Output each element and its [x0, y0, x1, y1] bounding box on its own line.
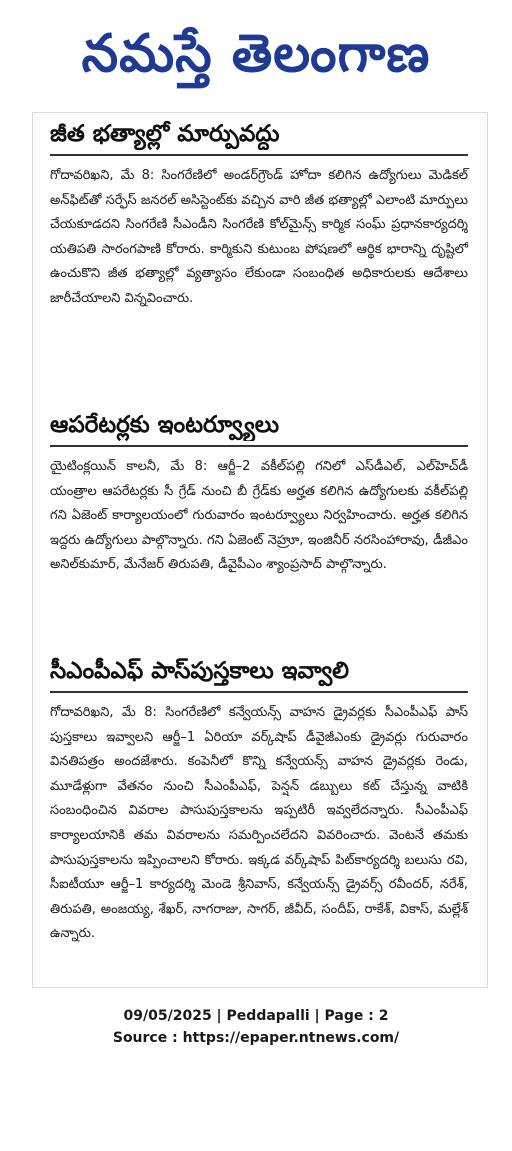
article-3-headline: సీఎంపీఎఫ్ పాస్‌పుస్తకాలు ఇవ్వాలి [50, 658, 350, 684]
masthead [0, 0, 512, 108]
newspaper-logo: నమస్తే తెలంగాణ [81, 24, 431, 84]
article-3 [50, 655, 468, 947]
headline-divider [50, 691, 468, 693]
article-3-body: గోదావరిఖని, మే 8: సింగరేణిలో కన్వేయన్స్ వాహన డ్రైవర్లకు సీఎంపీఎఫ్ పాస్ పుస్తకాలు ఇవ్వాలని ఆర్జీ–1 ఏరియా వర్క్‌షాప్ డీవైజీఎంకు డ్రైవర్లు గురువారం వినతిపత్రం అందజేశారు. కంపెనీలో కొన్ని కన్వేయన్స్ వాహన డ్రైవర్లకు రెండు, మూడేళ్లుగా వేతనం నుంచి సీఎంపీఎఫ్, పెన్షన్ డబ్బులు కట్ చేస్తున్న వాటికి సంబంధించిన వివరాల పాసుపుస్తకాలను ఇప్పటిరీ ఇవ్వలేదన్నారు. సీఎంపీఎఫ్ కార్యాలయానికి తమ వివరాలను సమర్పించలేదని వివరించారు. వెంటనే తమకు పాసుపుస్తకాలను ఇప్పించాలని కోరారు. ఇక్కడ వర్క్‌షాప్ పిట్‌కార్యదర్శి బలుసు రవి, సీఐటీయూ ఆర్జీ–1 కార్యదర్శి మెండె శ్రీనివాస్, కన్వేయన్స్ డ్రైవర్స్ రవీందర్, నరేశ్, తిరుపతి, అంజయ్య, శేఖర్, నాగరాజు, సాగర్, జీవీద్, సందీప్, రాకేశ్, వికాస్, మల్లేశ్ ఉన్నారు. [50, 705, 468, 942]
headline-divider [50, 154, 468, 156]
footer-date-line: 09/05/2025 | Peddapalli | Page : 2 [123, 1008, 389, 1024]
article-1-headline: జీత భత్యాల్లో మార్పువద్దు [50, 121, 280, 147]
article-2 [50, 409, 468, 578]
article-1 [50, 118, 468, 312]
article-2-headline: ఆపరేటర్లకు ఇంటర్వ్యూలు [50, 412, 280, 438]
article-2-body: యైటింక్లయిన్ కాలనీ, మే 8: ఆర్జీ–2 వకీల్‌పల్లి గనిలో ఎస్‌డీఎల్, ఎల్‌హెచ్‌డీ యంత్రాల ఆపరేటర్లకు సీ గ్రేడ్ నుంచి బీ గ్రేడ్‌కు అర్హత కలిగిన ఉద్యోగులకు వకీల్‌పల్లి గని ఏజెంట్ కార్యాలయంలో గురువారం ఇంటర్వ్యూలు నిర్వహించారు. అర్హత కలిగిన ఇద్దరు ఉద్యోగులు పాల్గొన్నారు. గని ఏజెంట్ నెహ్రూ, ఇంజినీర్ నరసింహారావు, డీజీఎం అనిల్‌కుమార్, మేనేజర్ తిరుపతి, డీవైపీఎం శ్యాంప్రసాద్ పాల్గొన్నారు. [50, 459, 468, 573]
headline-divider [50, 445, 468, 447]
footer-source-line: Source : https://epaper.ntnews.com/ [112, 1030, 400, 1046]
article-1-body: గోదావరిఖని, మే 8: సింగరేణిలో అండర్‌గ్రౌండ్ హోదా కలిగిన ఉద్యోగులు మెడికల్ అన్‌ఫిట్‌తో సర్ఫేస్ జనరల్ అసిస్టెంట్‌కు వచ్చిన వారి జీత భత్యాల్లో ఎలాంటి మార్పులు చేయకూడదని సింగరేణి సీఎండీని సింగరేణి కోల్‌మైన్స్ కార్మిక సంఘ్ ప్రధానకార్యదర్శి యతిపతి సారంగపాణి కోరారు. కార్మికుని కుటుంబ పోషణలో ఆర్థిక భారాన్ని దృష్టిలో ఉంచుకొని జీత భత్యాల్లో వ్యత్యాసం లేకుండా సంబంధిత అధికారులకు ఆదేశాలు జారీచేయాలని విన్నవించారు. [50, 168, 468, 306]
